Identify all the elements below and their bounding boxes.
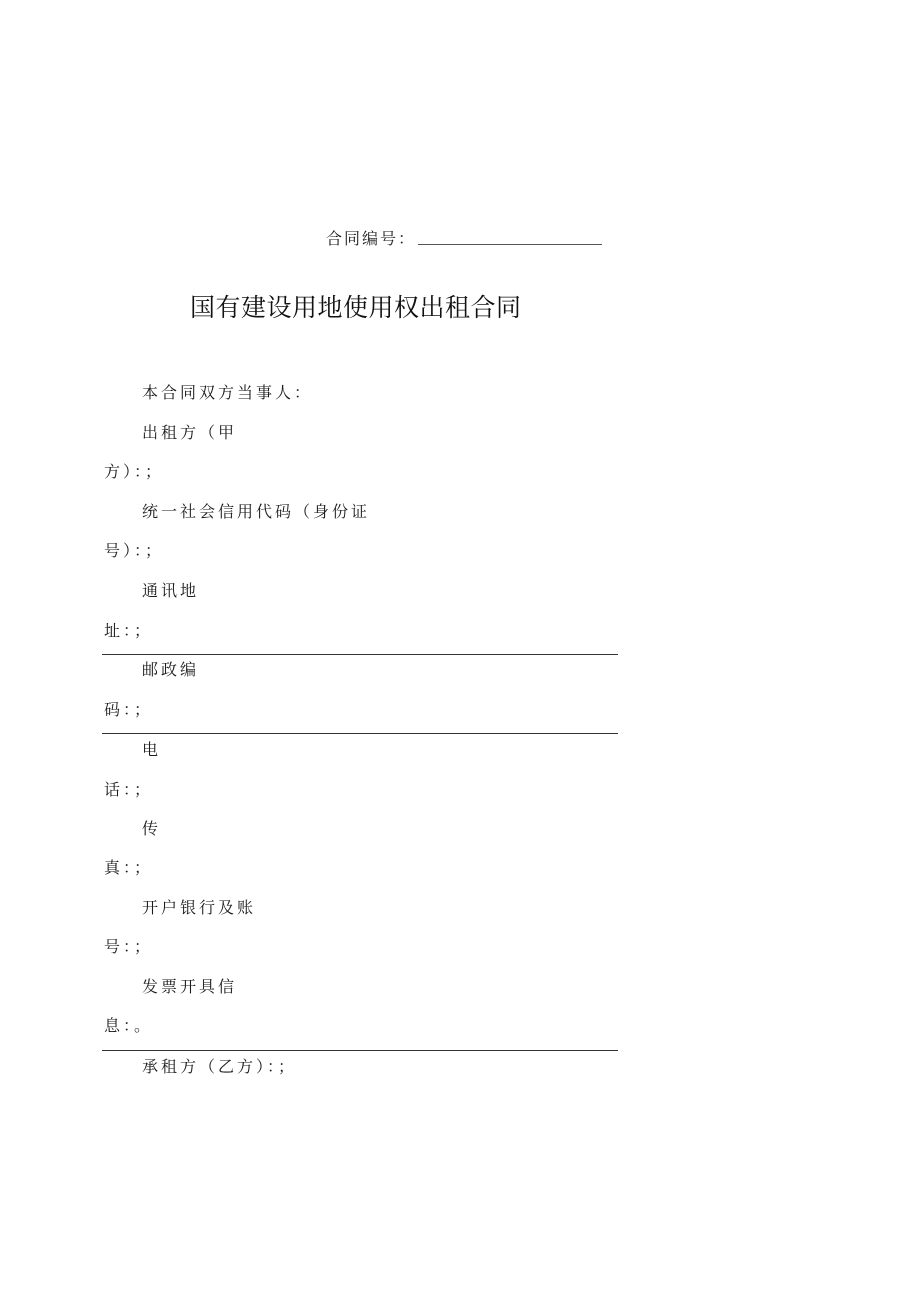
lessor-fax-label-2: 真：； (104, 858, 154, 877)
contract-number-blank[interactable] (418, 244, 602, 245)
lessor-credit-code-label-1: 统一社会信用代码（身份证 (142, 502, 371, 521)
lessor-invoice-label-1: 发票开具信 (142, 977, 238, 996)
lessor-address-label-2: 址：； (104, 621, 154, 640)
invoice-underline (102, 1050, 618, 1051)
document-title: 国有建设用地使用权出租合同 (190, 293, 522, 322)
parties-intro: 本合同双方当事人： (142, 383, 314, 402)
contract-number-label: 合同编号： (326, 229, 417, 248)
lessor-phone-label-2: 话：； (104, 780, 154, 799)
lessor-invoice-label-2: 息：。 (104, 1016, 154, 1035)
lessor-bank-label-1: 开户银行及账 (142, 898, 257, 917)
lessor-bank-label-2: 号：； (104, 937, 154, 956)
lessor-credit-code-label-2: 号）：； (104, 541, 165, 560)
lessor-postcode-label-1: 邮政编 (142, 660, 200, 679)
lessor-fax-label-1: 传 (142, 819, 162, 838)
lessor-phone-label-1: 电 (142, 740, 162, 759)
postcode-underline (102, 733, 618, 734)
lessor-name-label-2: 方）：； (104, 462, 165, 481)
lessor-postcode-label-2: 码：； (104, 700, 154, 719)
address-underline (102, 654, 618, 655)
lessee-name-label: 承租方（乙方）：； (142, 1057, 298, 1076)
lessor-name-label-1: 出租方（甲 (142, 423, 238, 442)
lessor-address-label-1: 通讯地 (142, 581, 200, 600)
